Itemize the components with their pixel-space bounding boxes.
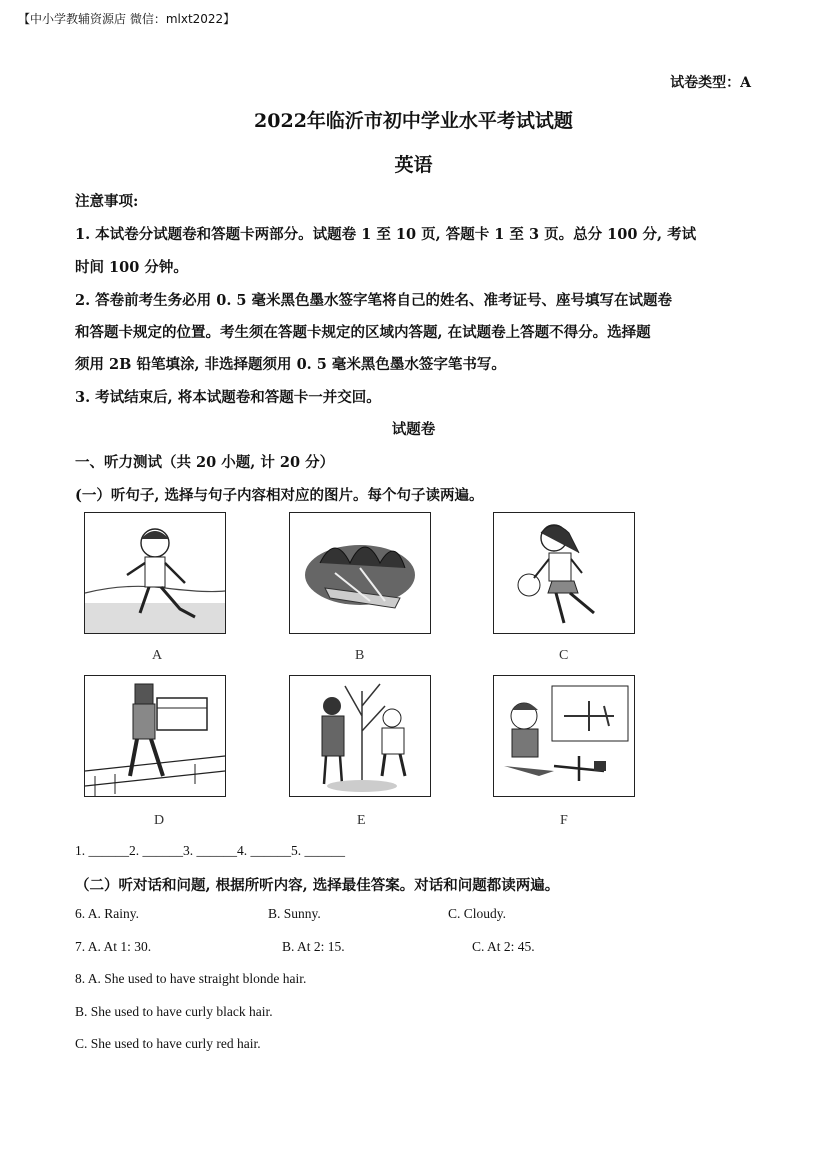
q6-option-a: 6. A. Rainy. xyxy=(75,906,139,921)
note-line-2: 时间 100 分钟。 xyxy=(75,259,188,276)
note-line-3: 2. 答卷前考生务必用 0. 5 毫米黑色墨水签字笔将自己的姓名、准考证号、座号填写在试题卷 xyxy=(75,292,673,309)
running-boy-icon xyxy=(85,513,225,633)
page-title: 2022年临沂市初中学业水平考试试题 xyxy=(254,110,573,132)
boy-model-plane-icon xyxy=(494,676,634,796)
part1-heading: 一、听力测试（共 20 小题, 计 20 分） xyxy=(75,454,335,471)
subject-title: 英语 xyxy=(394,154,433,176)
picture-f xyxy=(493,675,635,797)
picture-d xyxy=(84,675,226,797)
picture-b xyxy=(289,512,431,634)
header-watermark: 【中小学教辅资源店 微信：mlxt2022】 xyxy=(18,12,236,26)
picture-f-label: F xyxy=(560,813,568,828)
section-label: 试题卷 xyxy=(391,421,436,438)
picture-b-label: B xyxy=(355,648,365,663)
answer-blanks: 1. ______2. ______3. ______4. ______5. ______ xyxy=(75,843,345,858)
q7-option-b: B. At 2: 15. xyxy=(282,939,345,954)
q8-option-b: B. She used to have curly black hair. xyxy=(75,1004,273,1019)
note-line-5: 须用 2B 铅笔填涂, 非选择题须用 0. 5 毫米黑色墨水签字笔书写。 xyxy=(75,356,506,373)
q8-option-a: 8. A. She used to have straight blonde hair. xyxy=(75,971,307,986)
q8-option-c: C. She used to have curly red hair. xyxy=(75,1036,261,1051)
picture-d-label: D xyxy=(154,813,165,828)
picture-e-label: E xyxy=(357,813,366,828)
note-line-4: 和答题卡规定的位置。考生须在答题卡规定的区域内答题, 在试题卷上答题不得分。选择题 xyxy=(75,324,651,341)
part1-sub2: （二）听对话和问题, 根据所听内容, 选择最佳答案。对话和问题都读两遍。 xyxy=(75,877,560,894)
volleyball-girl-icon xyxy=(494,513,634,633)
robot-carrying-box-icon xyxy=(85,676,225,796)
picture-c xyxy=(493,512,635,634)
picture-a xyxy=(84,512,226,634)
q6-option-c: C. Cloudy. xyxy=(448,906,507,921)
note-line-6: 3. 考试结束后, 将本试题卷和答题卡一并交回。 xyxy=(75,389,381,406)
paper-type: 试卷类型：A xyxy=(670,75,751,91)
q7-option-c: C. At 2: 45. xyxy=(472,939,535,954)
picture-e xyxy=(289,675,431,797)
planting-tree-icon xyxy=(290,676,430,796)
picture-a-label: A xyxy=(152,648,163,663)
q6-option-b: B. Sunny. xyxy=(268,906,321,921)
q7-option-a: 7. A. At 1: 30. xyxy=(75,939,152,954)
note-line-1: 1. 本试卷分试题卷和答题卡两部分。试题卷 1 至 10 页, 答题卡 1 至 3 页。总分 100 分, 考试 xyxy=(75,226,697,243)
picture-c-label: C xyxy=(559,648,569,663)
cabbage-icon xyxy=(290,513,430,633)
notes-heading: 注意事项: xyxy=(75,193,139,210)
part1-sub1: (一）听句子, 选择与句子内容相对应的图片。每个句子读两遍。 xyxy=(75,487,484,504)
